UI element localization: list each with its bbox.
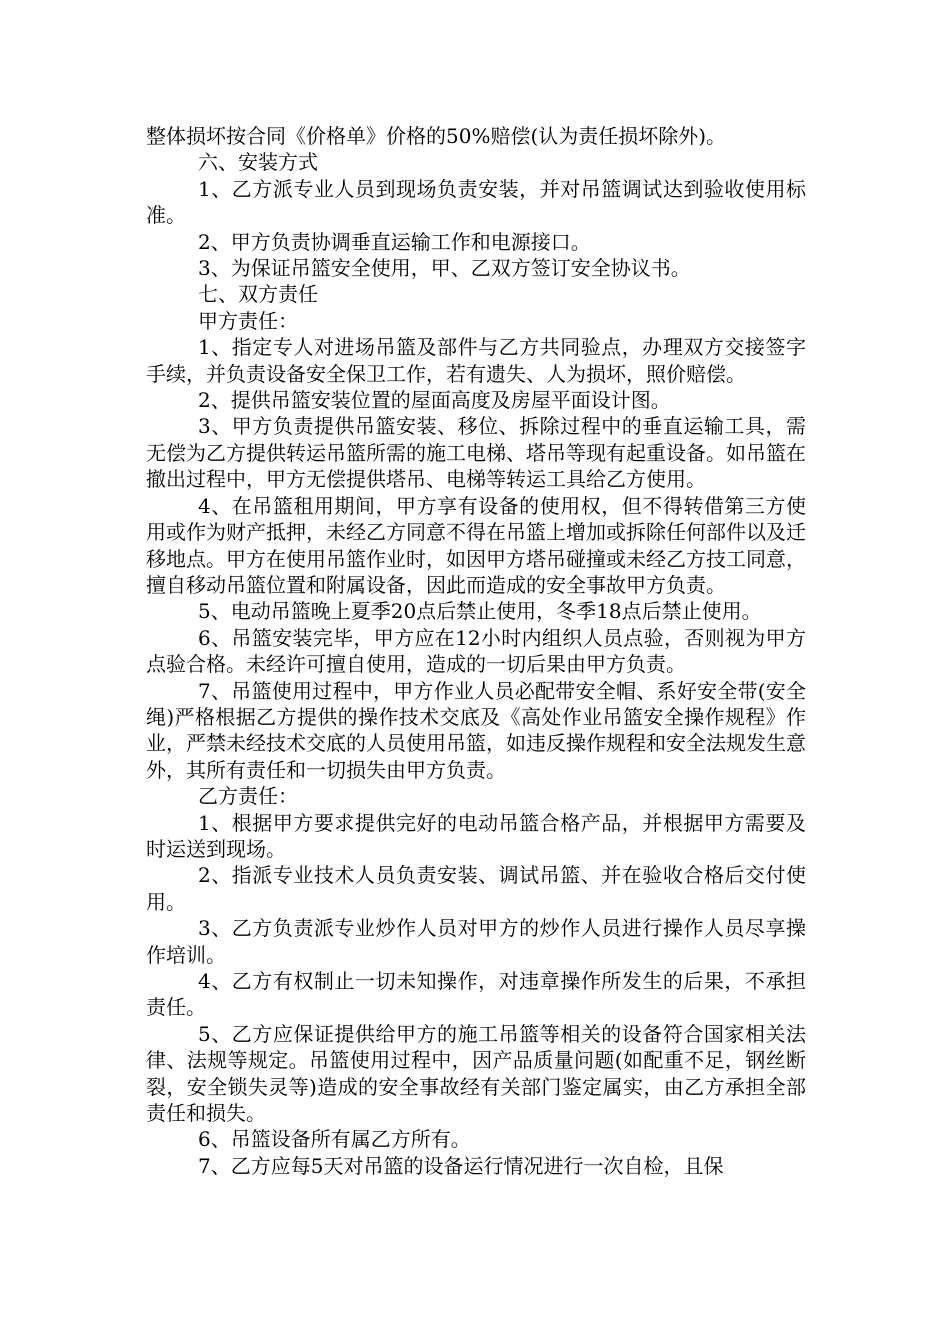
clause-party-b-4: 4、乙方有权制止一切未知操作，对违章操作所发生的后果，不承担责任。 xyxy=(146,969,806,1020)
clause-install-3: 3、为保证吊篮安全使用，甲、乙双方签订安全协议书。 xyxy=(198,256,691,281)
subheading-party-b: 乙方责任： xyxy=(198,784,298,809)
section-heading-installation: 六、安装方式 xyxy=(198,150,318,175)
clause-install-2: 2、甲方负责协调垂直运输工作和电源接口。 xyxy=(198,229,591,254)
clause-party-b-1: 1、根据甲方要求提供完好的电动吊篮合格产品，并根据甲方需要及时运送到现场。 xyxy=(146,810,806,861)
clause-party-a-2: 2、提供吊篮安装位置的屋面高度及房屋平面设计图。 xyxy=(198,388,671,413)
clause-install-1: 1、乙方派专业人员到现场负责安装，并对吊篮调试达到验收使用标准。 xyxy=(146,176,806,228)
document-page xyxy=(146,123,806,1179)
subheading-party-a: 甲方责任： xyxy=(198,308,298,333)
clause-party-a-5: 5、电动吊篮晚上夏季20点后禁止使用，冬季18点后禁止使用。 xyxy=(198,599,762,624)
clause-party-b-7: 7、乙方应每5天对吊篮的设备运行情况进行一次自检，且保 xyxy=(198,1153,724,1178)
clause-party-a-7: 7、吊篮使用过程中，甲方作业人员必配带安全帽、系好安全带(安全绳)严格根据乙方提供的操作技术交底及《高处作业吊篮安全操作规程》作业，严禁未经技术交底的人员使用吊篮，如违反操作规程和安全法规发生意外，其所有责任和一切损失由甲方负责。 xyxy=(146,678,806,782)
clause-party-b-6: 6、吊篮设备所有属乙方所有。 xyxy=(198,1127,471,1152)
clause-party-a-4: 4、在吊篮租用期间，甲方享有设备的使用权，但不得转借第三方使用或作为财产抵押，未经乙方同意不得在吊篮上增加或拆除任何部件以及迁移地点。甲方在使用吊篮作业时，如因甲方塔吊碰撞或未经乙方技工同意，擅自移动吊篮位置和附属设备，因此而造成的安全事故甲方负责。 xyxy=(146,493,806,597)
clause-party-a-3: 3、甲方负责提供吊篮安装、移位、拆除过程中的垂直运输工具，需无偿为乙方提供转运吊篮所需的施工电梯、塔吊等现有起重设备。如吊篮在撤出过程中，甲方无偿提供塔吊、电梯等转运工具给乙方使用。 xyxy=(146,414,806,492)
paragraph-continuation: 整体损坏按合同《价格单》价格的50%赔偿(认为责任损坏除外)。 xyxy=(146,124,727,148)
clause-party-a-6: 6、吊篮安装完毕，甲方应在12小时内组织人员点验，否则视为甲方点验合格。未经许可擅自使用，造成的一切后果由甲方负责。 xyxy=(146,625,806,677)
clause-party-a-1: 1、指定专人对进场吊篮及部件与乙方共同验点，办理双方交接签字手续，并负责设备安全保卫工作，若有遗失、人为损坏，照价赔偿。 xyxy=(146,335,806,386)
section-heading-responsibilities: 七、双方责任 xyxy=(198,282,318,307)
clause-party-b-5: 5、乙方应保证提供给甲方的施工吊篮等相关的设备符合国家相关法律、法规等规定。吊篮使用过程中，因产品质量问题(如配重不足，钢丝断裂，安全锁失灵等)造成的安全事故经有关部门鉴定属实，由乙方承担全部责任和损失。 xyxy=(146,1021,806,1126)
clause-party-b-3: 3、乙方负责派专业炒作人员对甲方的炒作人员进行操作人员尽享操作培训。 xyxy=(146,916,806,967)
clause-party-b-2: 2、指派专业技术人员负责安装、调试吊篮、并在验收合格后交付使用。 xyxy=(146,863,806,914)
